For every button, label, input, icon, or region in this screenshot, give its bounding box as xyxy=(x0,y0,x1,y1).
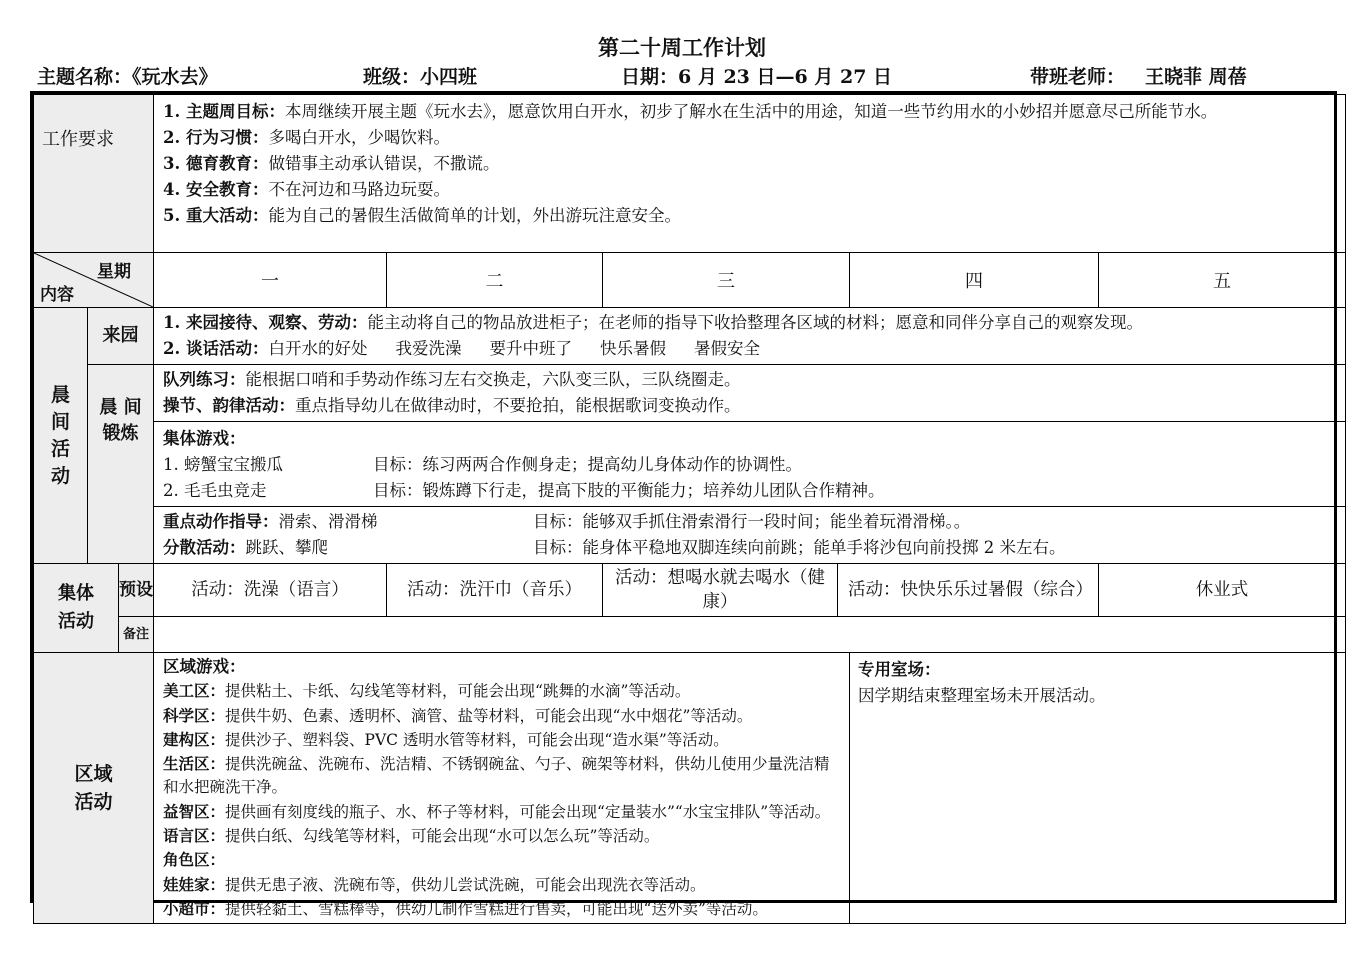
group-activity-thu: 活动：快快乐乐过暑假（综合） xyxy=(838,564,1099,617)
theme-meta xyxy=(37,62,218,89)
arrival-content: 1. 来园接待、观察、劳动：能主动将自己的物品放进柜子；在老师的指导下收拾整理各区域的材料；愿意和同伴分享自己的观察发现。 2. 谈话活动：白开水的好处 我爱洗澡 要升中班了 快乐暑假 暑假安全 xyxy=(154,308,1346,365)
weekday-header-row xyxy=(34,253,1346,308)
requirement-item: 4. 安全教育：不在河边和马路边玩耍。 xyxy=(163,180,450,199)
class-meta xyxy=(363,62,477,89)
note-label: 备注 xyxy=(119,617,154,653)
role-item: 小超市：提供轻黏土、雪糕棒等，供幼儿制作雪糕进行售卖，可能出现“送外卖”等活动。 xyxy=(163,898,768,918)
requirements-label: 工作要求 xyxy=(34,95,154,253)
group-activity-tue: 活动：洗汗巾（音乐） xyxy=(387,564,603,617)
exercise-key-row xyxy=(34,507,1346,564)
group-activity-label: 集体 活动 xyxy=(34,564,119,653)
group-note-content xyxy=(154,617,1346,653)
area-item: 生活区：提供洗碗盆、洗碗布、洗洁精、不锈钢碗盆、勺子、碗架等材料，供幼儿使用少量洗洁精和水把碗洗干净。 xyxy=(163,754,830,797)
requirement-item: 2. 行为习惯：多喝白开水，少喝饮料。 xyxy=(163,128,450,147)
group-games-content: 集体游戏： 1. 螃蟹宝宝搬瓜 目标：练习两两合作侧身走；提高幼儿身体动作的协调性。 2. 毛毛虫竞走 目标：锻炼蹲下行走，提高下肢的平衡能力；培养幼儿团队合作精神。 xyxy=(154,422,1346,507)
game-item: 2. 毛毛虫竞走 目标：锻炼蹲下行走，提高下肢的平衡能力；培养幼儿团队合作精神。 xyxy=(163,481,885,500)
group-preset-row xyxy=(34,564,1346,617)
group-note-row xyxy=(34,617,1346,653)
area-row xyxy=(34,653,1346,924)
area-activity-label: 区域 活动 xyxy=(34,653,154,924)
area-item: 语言区：提供白纸、勾线笔等材料，可能会出现“水可以怎么玩”等活动。 xyxy=(163,826,660,846)
day-monday: 一 xyxy=(154,253,387,308)
teacher-value: 王晓菲 周蓓 xyxy=(1145,66,1247,88)
area-item: 科学区：提供牛奶、色素、透明杯、滴管、盐等材料，可能会出现“水中烟花”等活动。 xyxy=(163,705,753,725)
talk-topic: 暑假安全 xyxy=(693,339,760,358)
arrival-row xyxy=(34,308,1346,365)
page-title: 第二十周工作计划 xyxy=(598,35,766,60)
day-thursday: 四 xyxy=(850,253,1099,308)
area-item: 益智区：提供画有刻度线的瓶子、水、杯子等材料，可能会出现“定量装水”“水宝宝排队”等活动。 xyxy=(163,801,831,821)
talk-topic: 白开水的好处 xyxy=(268,339,368,358)
arrival-label: 来园 xyxy=(88,308,154,365)
theme-value: 《玩水去》 xyxy=(132,66,218,88)
requirement-item: 1. 主题周目标：本周继续开展主题《玩水去》，愿意饮用白开水，初步了解水在生活中的用途，知道一些节约用水的小妙招并愿意尽己所能节水。 xyxy=(163,102,1218,121)
class-label: 班级： xyxy=(363,66,421,88)
drill-content: 队列练习：能根据口哨和手势动作练习左右交换走，六队变三队，三队绕圈走。 操节、韵律活动：重点指导幼儿在做律动时，不要抢拍，能根据歌词变换动作。 xyxy=(154,365,1346,422)
day-friday: 五 xyxy=(1099,253,1346,308)
theme-label: 主题名称： xyxy=(37,66,133,88)
class-value: 小四班 xyxy=(420,66,478,88)
date-meta xyxy=(621,62,892,89)
special-room-title: 专用室场： xyxy=(858,660,941,679)
game-item: 1. 螃蟹宝宝搬瓜 目标：练习两两合作侧身走；提高幼儿身体动作的协调性。 xyxy=(163,455,802,474)
key-action-content: 重点动作指导：滑索、滑滑梯 目标：能够双手抓住滑索滑行一段时间；能坐着玩滑滑梯。。 分散活动：跳跃、攀爬 目标：能身体平稳地双脚连续向前跳；能单手将沙包向前投掷 2 米左右。 xyxy=(154,507,1346,564)
diagonal-header-cell xyxy=(34,253,154,308)
teacher-label: 带班老师： xyxy=(1030,66,1126,88)
morning-exercise-label: 晨 间 锻炼 xyxy=(88,365,154,564)
day-tuesday: 二 xyxy=(387,253,603,308)
day-wednesday: 三 xyxy=(603,253,850,308)
special-room-text: 因学期结束整理室场未开展活动。 xyxy=(858,686,1106,705)
date-value: 6 月 23 日—6 月 27 日 xyxy=(678,66,893,88)
area-games-content: 区域游戏： 美工区：提供粘土、卡纸、勾线笔等材料，可能会出现“跳舞的水滴”等活动。 科学区：提供牛奶、色素、透明杯、滴管、盐等材料，可能会出现“水中烟花”等活动。 建构区：提供沙子、塑料袋、PVC 透明水管等材料，可能会出现“造水渠”等活动。 生活区：提供洗碗盆、洗碗布、洗洁精、不锈钢碗盆、勺子、碗架等材料，供幼儿使用少量洗洁精和水把碗洗干净。 益智区：提供画有刻度线的瓶子、水、杯子等材料，可能会出现“定量装水”“水宝宝排队”等活动。 语言区：提供白纸、勾线笔等材料，可能会出现“水可以怎么玩”等活动。 角色区： 娃娃家：提供无患子液、洗碗布等，供幼儿尝试洗碗，可能会出现洗衣等活动。 小超市：提供轻黏土、雪糕棒等，供幼儿制作雪糕进行售卖，可能出现“送外卖”等活动。 xyxy=(154,653,850,924)
group-activity-wed: 活动：想喝水就去喝水（健康） xyxy=(603,564,838,617)
area-item: 建构区：提供沙子、塑料袋、PVC 透明水管等材料，可能会出现“造水渠”等活动。 xyxy=(163,729,729,749)
content-label: 内容 xyxy=(40,285,74,305)
talk-topic: 要升中班了 xyxy=(489,339,572,358)
week-label: 星期 xyxy=(97,262,131,282)
teacher-meta xyxy=(1030,62,1247,89)
group-activity-mon: 活动：洗澡（语言） xyxy=(154,564,387,617)
preset-label: 预设 xyxy=(119,564,154,617)
morning-activity-label: 晨 间 活 动 xyxy=(34,308,88,564)
requirement-item: 3. 德育教育：做错事主动承认错误，不撒谎。 xyxy=(163,154,500,173)
requirement-item: 5. 重大活动：能为自己的暑假生活做简单的计划，外出游玩注意安全。 xyxy=(163,206,681,225)
exercise-games-row xyxy=(34,422,1346,507)
special-room-content xyxy=(850,653,1346,924)
talk-topic: 我爱洗澡 xyxy=(395,339,462,358)
date-label: 日期： xyxy=(621,66,679,88)
exercise-drill-row xyxy=(34,365,1346,422)
plan-table xyxy=(33,94,1346,924)
requirements-row xyxy=(34,95,1346,253)
group-activity-fri: 休业式 xyxy=(1099,564,1346,617)
talk-topic: 快乐暑假 xyxy=(599,339,666,358)
area-item: 美工区：提供粘土、卡纸、勾线笔等材料，可能会出现“跳舞的水滴”等活动。 xyxy=(163,681,691,701)
role-item: 娃娃家：提供无患子液、洗碗布等，供幼儿尝试洗碗，可能会出现洗衣等活动。 xyxy=(163,874,706,894)
requirements-content xyxy=(154,95,1346,253)
